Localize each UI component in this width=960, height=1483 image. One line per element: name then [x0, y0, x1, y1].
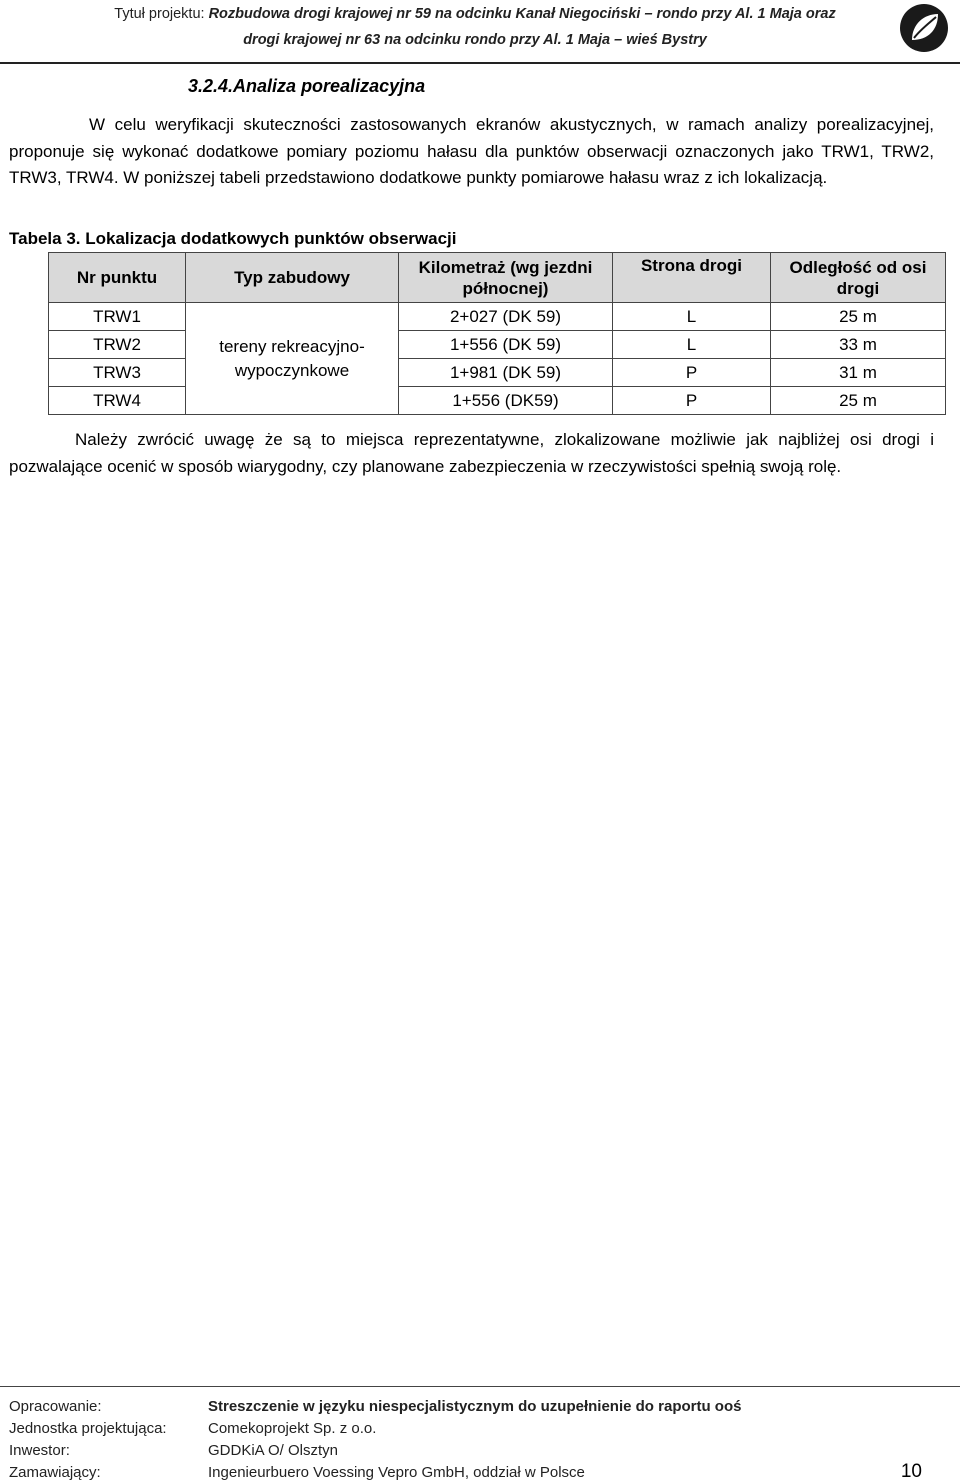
cell-odleglosc: 31 m [771, 359, 946, 387]
project-title-bold-1: Rozbudowa drogi krajowej nr 59 na odcinku Kanał Niegociński – rondo przy Al. 1 Maja oraz [208, 6, 836, 22]
section-heading [188, 76, 425, 97]
cell-strona: L [613, 303, 771, 331]
cell-strona: P [613, 387, 771, 415]
footer-jednostka-value: Comekoprojekt Sp. z o.o. [208, 1420, 377, 1437]
observation-points-table [48, 252, 946, 415]
cell-nr: TRW2 [49, 331, 186, 359]
footer-divider [0, 1386, 960, 1387]
project-title-line-2 [80, 32, 870, 48]
project-title-prefix: Tytuł projektu: [114, 6, 209, 22]
cell-strona: P [613, 359, 771, 387]
cell-odleglosc: 33 m [771, 331, 946, 359]
page-number: 10 [900, 1461, 922, 1482]
header-typ-zabudowy: Typ zabudowy [186, 253, 399, 303]
header-kilometraz: Kilometraż (wg jezdni północnej) [399, 253, 613, 303]
cell-nr: TRW4 [49, 387, 186, 415]
cell-nr: TRW3 [49, 359, 186, 387]
cell-km: 1+981 (DK 59) [399, 359, 613, 387]
section-title: Analiza porealizacyjna [233, 76, 426, 96]
intro-paragraph: W celu weryfikacji skuteczności zastosowanych ekranów akustycznych, w ramach analizy porealizacyjnej, proponuje się wykonać dodatkowe pomiary poziomu hałasu dla punktów obserwacji oznaczonych jako TRW1, TRW2, TRW3, TRW4. W poniższej tabeli przedstawiono dodatkowe punkty pomiarowe hałasu wraz z ich lokalizacją. [9, 115, 934, 187]
zabudowa-line-2: wypoczynkowe [234, 360, 350, 380]
table-row [49, 331, 946, 359]
footer-opracowanie-label: Opracowanie: [9, 1398, 102, 1415]
page-footer [0, 1386, 960, 1483]
footer-zamawiajacy-label: Zamawiający: [9, 1464, 101, 1481]
table-row [49, 303, 946, 331]
table-caption: Tabela 3. Lokalizacja dodatkowych punktów obserwacji [9, 229, 457, 248]
header-strona-drogi: Strona drogi [613, 253, 771, 303]
footer-zamawiajacy-value: Ingenieurbuero Voessing Vepro GmbH, oddział w Polsce [208, 1464, 585, 1481]
footer-inwestor-label: Inwestor: [9, 1442, 70, 1459]
header-odleglosc: Odległość od osi drogi [771, 253, 946, 303]
table-row [49, 359, 946, 387]
leaf-logo-icon [898, 2, 950, 54]
cell-km: 1+556 (DK 59) [399, 331, 613, 359]
note-paragraph: Należy zwrócić uwagę że są to miejsca reprezentatywne, zlokalizowane możliwie jak najbliżej osi drogi i pozwalające ocenić w sposób wiarygodny, czy planowane zabezpieczenia w rzeczywistości spełnią swoją rolę. [9, 430, 934, 476]
cell-typ-zabudowy [186, 303, 399, 415]
cell-km: 1+556 (DK59) [399, 387, 613, 415]
cell-strona: L [613, 331, 771, 359]
cell-odleglosc: 25 m [771, 387, 946, 415]
cell-nr: TRW1 [49, 303, 186, 331]
project-title-bold-2: drogi krajowej nr 63 na odcinku rondo przy Al. 1 Maja – wieś Bystry [243, 32, 707, 48]
cell-odleglosc: 25 m [771, 303, 946, 331]
table-header-row [49, 253, 946, 303]
project-title-line-1 [80, 6, 870, 22]
zabudowa-line-1: tereny rekreacyjno- [219, 336, 365, 356]
footer-opracowanie-value: Streszczenie w języku niespecjalistycznym do uzupełnienie do raportu ooś [208, 1398, 742, 1415]
table-row [49, 387, 946, 415]
footer-inwestor-value: GDDKiA O/ Olsztyn [208, 1442, 339, 1459]
header-nr-punktu: Nr punktu [49, 253, 186, 303]
header-divider [0, 62, 960, 64]
page-header [0, 0, 960, 64]
footer-jednostka-label: Jednostka projektująca: [9, 1420, 167, 1437]
section-number: 3.2.4. [188, 76, 234, 96]
cell-km: 2+027 (DK 59) [399, 303, 613, 331]
